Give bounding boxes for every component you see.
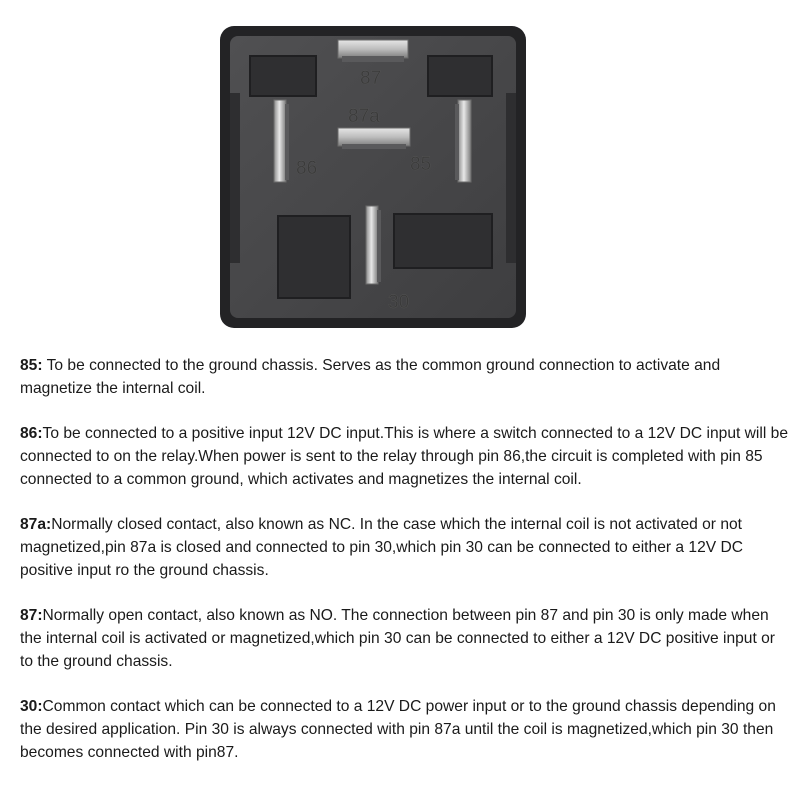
pin-87 <box>338 40 408 62</box>
pin-label-30: 30 <box>388 292 410 313</box>
bottom-left-window <box>278 216 350 298</box>
top-right-window <box>428 56 492 96</box>
description-pin-85 <box>20 354 788 400</box>
description-text: To be connected to the ground chassis. Serves as the common ground connection to activate and magnetize the internal coil. <box>20 357 721 397</box>
description-text: Common contact which can be connected to a 12V DC power input or to the ground chassis depending on the desired application. Pin 30 is always connected with pin 87a until the coil is magnetized,which pin 30 then becomes connected with pin87. <box>20 698 776 761</box>
pin-id: 86: <box>20 425 43 442</box>
pin-85 <box>455 100 471 182</box>
description-pin-30 <box>20 695 788 764</box>
description-pin-86 <box>20 422 788 491</box>
description-text: Normally open contact, also known as NO. The connection between pin 87 and pin 30 is only made when the internal coil is activated or magnetized,which pin 30 can be connected to either a 12V DC positive input or to the ground chassis. <box>20 607 776 670</box>
pin-id: 87a: <box>20 516 52 533</box>
pin-87a <box>338 128 410 149</box>
relay-photo <box>212 18 534 336</box>
pin-label-86: 86 <box>296 158 318 179</box>
description-pin-87a <box>20 513 788 582</box>
pin-descriptions <box>20 354 788 786</box>
relay-drawing <box>212 18 534 336</box>
pin-label-85: 85 <box>410 154 432 175</box>
description-text: To be connected to a positive input 12V DC input.This is where a switch connected to a 12V DC input will be connected to on the relay.When power is sent to the relay through pin 86,the circuit is completed with pin 85 connected to a common ground, which activates and magnetizes the internal coil. <box>20 425 788 488</box>
description-pin-87 <box>20 604 788 673</box>
top-left-window <box>250 56 316 96</box>
pin-id: 85: <box>20 357 43 374</box>
pin-id: 30: <box>20 698 43 715</box>
pin-30 <box>366 206 381 284</box>
pin-label-87a: 87a <box>348 106 380 127</box>
pin-86 <box>274 100 289 182</box>
description-text: Normally closed contact, also known as NC. In the case which the internal coil is not activated or not magnetized,pin 87a is closed and connected to pin 30,which pin 30 can be connected to either a 12V DC positive input ro the ground chassis. <box>20 516 743 579</box>
pin-label-87: 87 <box>360 68 382 89</box>
bottom-right-window <box>394 214 492 268</box>
pin-id: 87: <box>20 607 43 624</box>
